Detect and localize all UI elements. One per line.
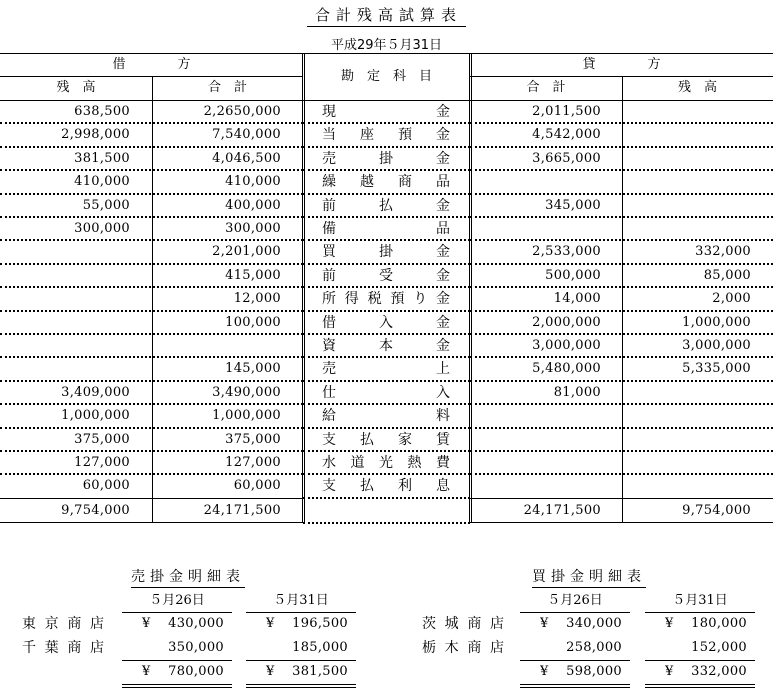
- debit-total-total: 24,171,500: [203, 502, 281, 518]
- debit-total-cell: 145,000: [225, 361, 281, 377]
- ledger-value: 152,000: [691, 640, 747, 655]
- credit-balance-cell: [622, 148, 751, 170]
- credit-total-cell: [470, 429, 601, 451]
- credit-total-cell: 500,000: [545, 267, 601, 283]
- trial-balance-title: 合計残高試算表: [0, 4, 773, 25]
- row-separator: [303, 497, 470, 499]
- credit-total-cell: 5,480,000: [532, 361, 601, 377]
- debit-total-cell: 300,000: [225, 221, 281, 236]
- credit-balance-cell: [622, 405, 751, 427]
- credit-total-cell: 4,542,000: [532, 127, 601, 143]
- debit-balance-cell: 127,000: [74, 455, 130, 470]
- debit-balance-header: 残 高: [56, 80, 96, 95]
- credit-total-cell: [470, 452, 601, 474]
- payables-double-2b: [645, 687, 755, 688]
- credit-total-cell: 2,533,000: [532, 244, 601, 260]
- credit-balance-cell: 3,000,000: [682, 338, 751, 353]
- receivables-double-2b: [246, 687, 356, 688]
- account-name: 水 道 光 熱 費: [322, 455, 450, 471]
- account-name: 売 掛 金: [322, 150, 450, 167]
- ledger-value: 258,000: [566, 640, 622, 655]
- receivables-double-2a: [246, 684, 356, 685]
- yen-sign: ¥: [540, 664, 549, 679]
- account-name: 売 上: [322, 361, 450, 378]
- credit-total-cell: 3,000,000: [532, 338, 601, 353]
- debit-total-cell: 2,201,000: [212, 244, 281, 260]
- debit-total-cell: 4,046,500: [212, 150, 281, 166]
- credit-balance-cell: [622, 475, 751, 497]
- debit-total-header: 合 計: [207, 80, 247, 95]
- credit-total-cell: [470, 405, 601, 427]
- account-name: 現 金: [322, 104, 450, 120]
- ledger-name: 千 葉 商 店: [22, 640, 104, 656]
- debit-total-cell: 400,000: [225, 197, 281, 213]
- account-bottom-dotted: [303, 522, 470, 524]
- yen-sign: ¥: [142, 616, 151, 631]
- debit-balance-cell: [0, 335, 130, 357]
- credit-total-cell: 2,011,500: [532, 104, 601, 119]
- payables-total-1: 598,000: [566, 664, 622, 679]
- debit-total-cell: 2,2650,000: [203, 104, 281, 119]
- credit-total-cell: 345,000: [545, 197, 601, 213]
- debit-total-cell: 415,000: [225, 267, 281, 283]
- credit-total-header: 合 計: [526, 80, 566, 95]
- yen-sign: ¥: [540, 616, 549, 631]
- debit-total-cell: 100,000: [225, 314, 281, 330]
- account-name: 備 品: [322, 221, 450, 237]
- debit-bottom-border: [0, 522, 303, 523]
- account-name: 前 払 金: [322, 197, 450, 214]
- debit-total-cell: 60,000: [233, 478, 281, 494]
- payables-total-2: 332,000: [691, 664, 747, 679]
- credit-balance-cell: [622, 171, 751, 193]
- ledger-name: 東 京 商 店: [22, 616, 104, 632]
- debit-total-cell: 7,540,000: [212, 127, 281, 143]
- account-name: 買 掛 金: [322, 244, 450, 261]
- ledger-value: 340,000: [566, 616, 622, 631]
- debit-balance-cell: 2,998,000: [61, 127, 130, 143]
- credit-balance-cell: 5,335,000: [682, 361, 751, 377]
- debit-balance-cell: [0, 265, 130, 287]
- debit-total-cell: 127,000: [225, 455, 281, 470]
- payables-double-1b: [520, 687, 630, 688]
- yen-sign: ¥: [665, 664, 674, 679]
- ledger-name: 茨 城 商 店: [422, 616, 504, 632]
- account-name: 所 得 税 預 り 金: [322, 291, 450, 308]
- credit-total-cell: 3,665,000: [532, 150, 601, 166]
- credit-balance-total: 9,754,000: [682, 502, 751, 518]
- debit-balance-cell: 410,000: [74, 174, 130, 190]
- credit-balance-cell: [622, 124, 751, 146]
- debit-total-cell: [152, 335, 281, 357]
- debit-balance-total: 9,754,000: [61, 502, 130, 518]
- credit-total-total: 24,171,500: [523, 502, 601, 518]
- account-name: 支 払 家 賃: [322, 431, 450, 448]
- debit-balance-cell: 55,000: [82, 197, 130, 213]
- receivables-double-1b: [122, 687, 232, 688]
- credit-total-cell: [470, 171, 601, 193]
- account-name: 借 入 金: [322, 314, 450, 331]
- credit-total-cell: 81,000: [553, 384, 601, 400]
- debit-total-cell: 410,000: [225, 174, 281, 190]
- receivables-col1-header: ５月26日: [149, 593, 205, 608]
- credit-balance-cell: [622, 429, 751, 451]
- ledger-value: 350,000: [168, 640, 224, 655]
- debit-balance-cell: 3,409,000: [61, 384, 130, 400]
- account-name: 資 本 金: [322, 338, 450, 354]
- receivables-col2-header: ５月31日: [273, 593, 329, 608]
- debit-balance-cell: 1,000,000: [61, 408, 130, 424]
- credit-header: 貸 方: [582, 57, 661, 72]
- debit-balance-cell: 638,500: [74, 104, 130, 119]
- debit-balance-cell: 300,000: [74, 221, 130, 236]
- debit-balance-cell: 375,000: [74, 431, 130, 447]
- debit-balance-cell: [0, 241, 130, 263]
- receivables-total-1: 780,000: [168, 664, 224, 679]
- credit-total-cell: 14,000: [553, 291, 601, 307]
- debit-header: 借 方: [112, 57, 191, 72]
- credit-balance-cell: 2,000: [712, 291, 751, 307]
- credit-balance-cell: 85,000: [703, 267, 751, 283]
- payables-col1-header: ５月26日: [547, 593, 603, 608]
- credit-balance-cell: [622, 218, 751, 240]
- ledger-name: 栃 木 商 店: [422, 640, 504, 656]
- credit-balance-cell: 332,000: [695, 244, 751, 260]
- debit-total-cell: 12,000: [233, 291, 281, 307]
- account-header: 勘 定 科 目: [340, 69, 432, 84]
- debit-total-cell: 375,000: [225, 431, 281, 447]
- credit-balance-cell: 1,000,000: [682, 314, 751, 330]
- payables-col2-header: ５月31日: [672, 593, 728, 608]
- payables-double-1a: [520, 684, 630, 685]
- account-name: 仕 入: [322, 384, 450, 401]
- credit-total-cell: [470, 218, 601, 240]
- credit-total-cell: 2,000,000: [532, 314, 601, 330]
- account-name: 当 座 預 金: [322, 127, 450, 144]
- debit-balance-cell: 381,500: [74, 150, 130, 166]
- debit-balance-cell: [0, 312, 130, 334]
- account-name: 給 料: [322, 408, 450, 425]
- debit-balance-cell: [0, 358, 130, 380]
- account-name: 前 受 金: [322, 267, 450, 284]
- credit-balance-cell: [622, 382, 751, 404]
- yen-sign: ¥: [266, 664, 275, 679]
- account-name: 支 払 利 息: [322, 478, 450, 495]
- credit-total-cell: [470, 475, 601, 497]
- ledger-value: 196,500: [292, 616, 348, 631]
- payables-double-2a: [645, 684, 755, 685]
- yen-sign: ¥: [665, 616, 674, 631]
- credit-balance-header: 残 高: [677, 80, 717, 95]
- credit-balance-cell: [622, 452, 751, 474]
- debit-total-cell: 3,490,000: [212, 384, 281, 400]
- credit-balance-cell: [622, 195, 751, 217]
- debit-total-cell: 1,000,000: [212, 408, 281, 424]
- yen-sign: ¥: [142, 664, 151, 679]
- yen-sign: ¥: [266, 616, 275, 631]
- credit-bottom-border: [470, 522, 773, 523]
- credit-balance-cell: [622, 101, 751, 123]
- ledger-value: 180,000: [691, 616, 747, 631]
- receivables-title: 売掛金明細表: [103, 566, 273, 588]
- debit-balance-cell: 60,000: [82, 478, 130, 494]
- ledger-value: 185,000: [292, 640, 348, 655]
- receivables-double-1a: [122, 684, 232, 685]
- trial-balance-date: 平成29年５月31日: [330, 38, 443, 53]
- ledger-value: 430,000: [168, 616, 224, 631]
- payables-title: 買掛金明細表: [504, 566, 674, 588]
- debit-balance-cell: [0, 288, 130, 310]
- receivables-total-2: 381,500: [292, 664, 348, 679]
- account-name: 繰 越 商 品: [322, 174, 450, 191]
